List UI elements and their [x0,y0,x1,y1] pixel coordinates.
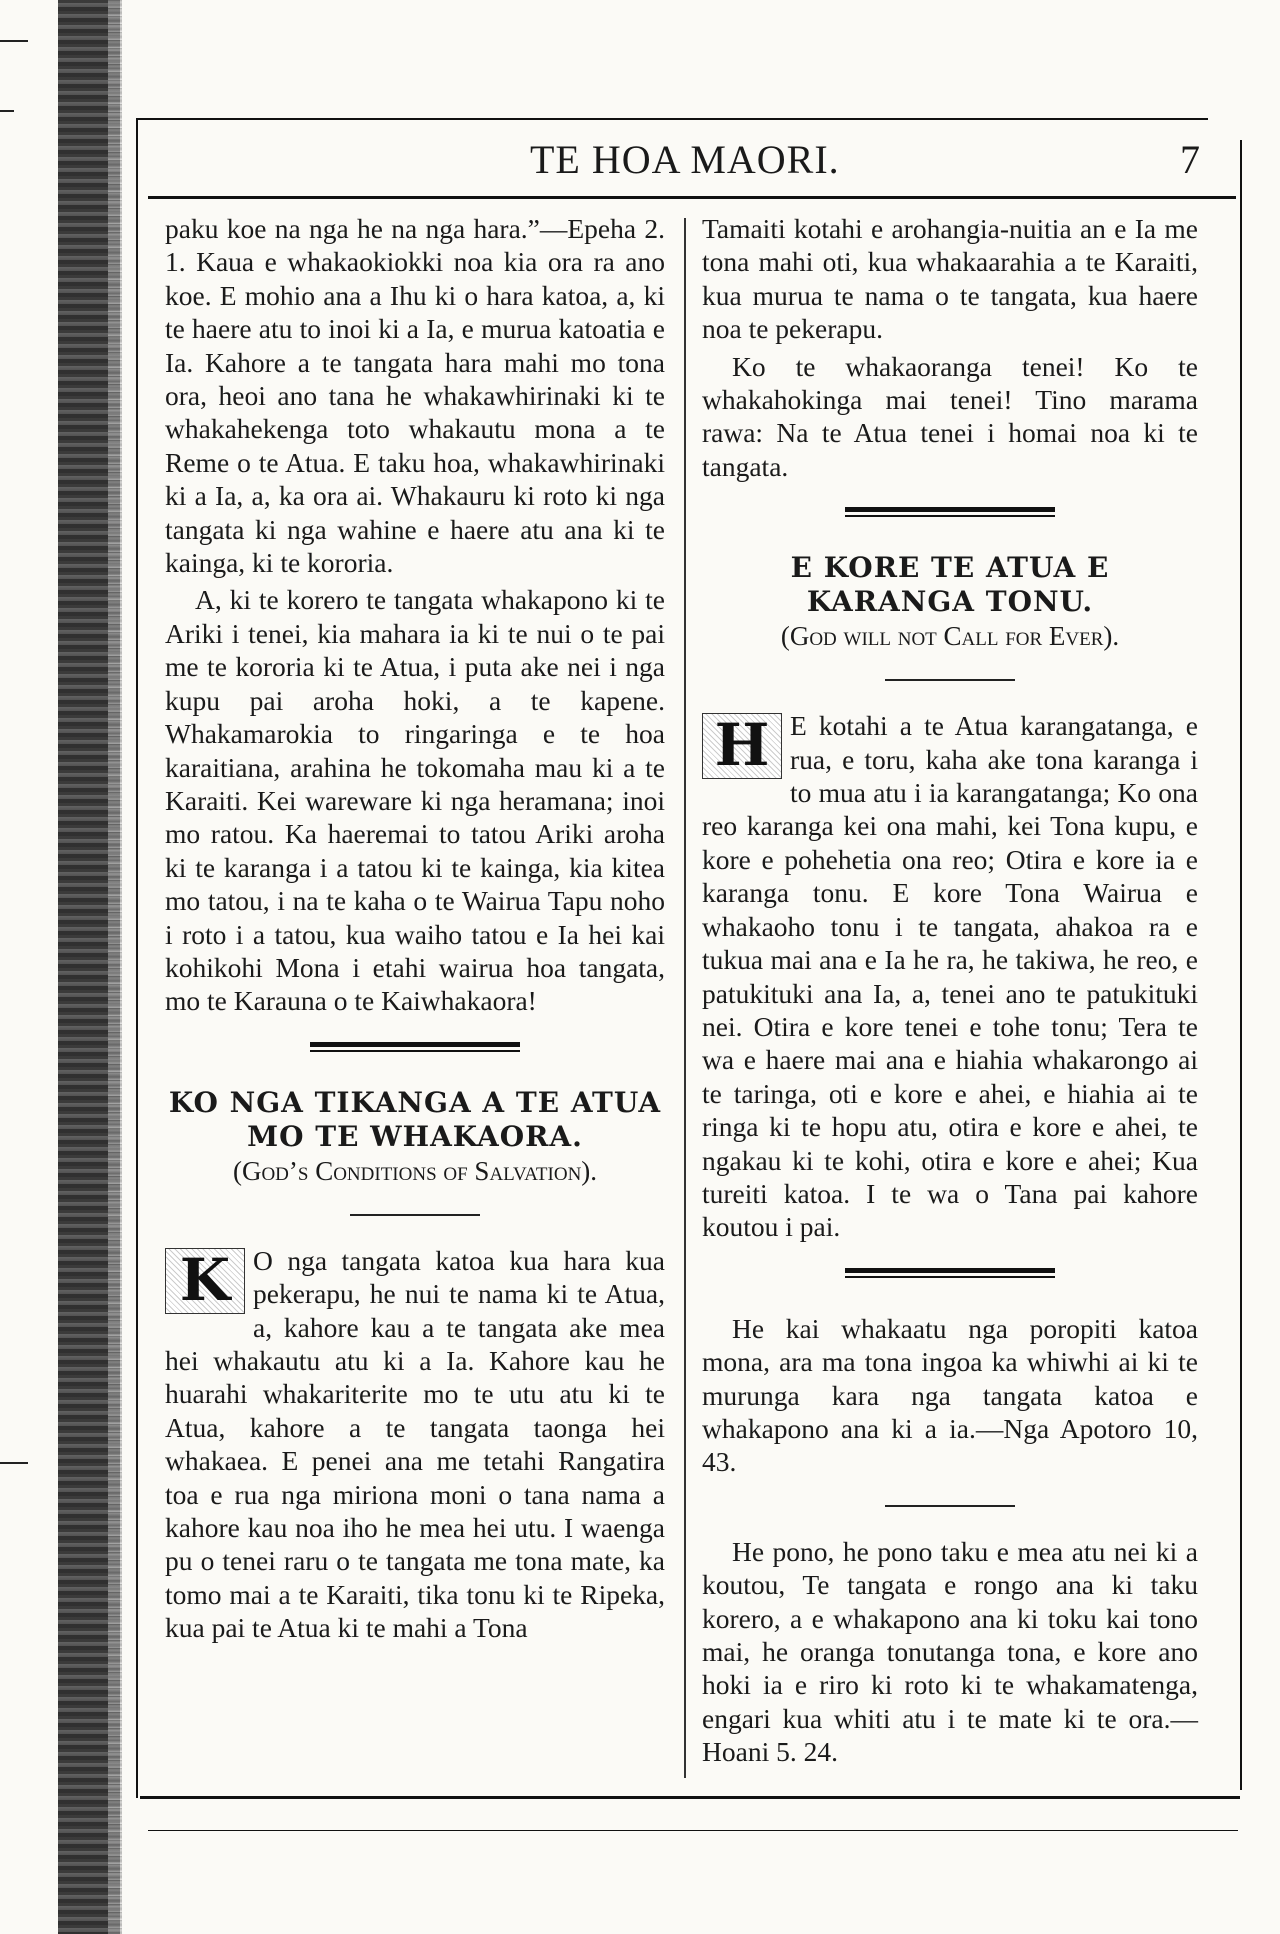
page-header [150,136,1210,184]
frame-top-rule [138,118,1208,120]
margin-mark-top [0,40,28,42]
left-section-subtitle: (God’s Conditions of Salvation). [232,1155,598,1186]
section-divider [845,507,1055,517]
page-number: 7 [1180,137,1200,182]
column-separator [684,218,686,1778]
left-second-paragraph: A, ki te korero te tangata whakapono ki te Ariki i tenei, kia mahara ia ki te nui o te pai me te kororia ki te Atua, i puta ake nei i nga kupu pai aroha hoki, a te kapene. Whakamarokia to ringaringa e te hoa karaitiana, arahina he tokomaha mau ki a te Karaiti. Kei wareware ki nga heramana; inoi mo ratou. Ka haeremai to tatou Ariki aroha ki te karanga i a tatou ki te kainga, kia kitea mo tatou, i na te kaha o te Wairua Tapu noho i roto i a tatou, kua waiho tatou e Ia hei kai kohikohi Mona i etahi wairua hoa tangata, mo te Karauna o te Kaiwhakaora! [165,584,665,1017]
frame-right-rule [1240,140,1242,1790]
right-section-subtitle: (God will not Call for Ever). [780,621,1120,652]
quote-divider-small [885,1505,1015,1507]
left-section-paragraph [165,1244,665,1645]
dropcap-h: H [702,713,782,779]
footer-rule-thin [148,1830,1238,1831]
margin-mark-mid [0,110,14,112]
page-binding-edge [108,0,122,1934]
dropcap-k: K [165,1248,245,1314]
left-section-text: O nga tangata katoa kua hara kua pekerapu, he nui te nama ki te Atua, a, kahore kau a te tangata ake mea hei whakautu atu ki a Ia. Kahore kau he huarahi whakariterite mo te utu atu ki te Atua, kahore a te tangata taonga hei whakaea. E penei ana me tetahi Rangatira toa e rua nga miriona moni o tana nama a kahore kau noa iho he mea hei utu. I waenga pu o tenei raru o te tangata me tona mate, ka tomo mai a te Karaiti, tika tonu ki te Ripeka, kua pai te Atua ki te mahi a Tona [165,1244,665,1644]
right-section-paragraph [702,709,1198,1244]
left-intro-paragraph: paku koe na nga he na nga hara.”—Epeha 2. 1. Kaua e whakaokiokki noa kia ora ra ano koe. E mohio ana a Ihu ki o hara katoa, a, ki te haere atu to inoi ki a Ia, e murua katoatia e Ia. Kahore a te tangata hara mahi mo tona ora, heoi ano tana he whakawhirinaki ki te whakahekenga toto whakautu mona a te Reme o te Atua. E taku hoa, whakawhirinaki ki a Ia, a, ka ora ai. Whakauru ki roto ki nga tangata ki nga wahine e haere atu ana ki te kainga, ki te kororia. [165,213,665,579]
right-section-text: E kotahi a te Atua karangatanga, e rua, e toru, kaha ake tona karanga i to mua atu i ia karangatanga; Ko ona reo karanga kei ona mahi, kei Tona kupu, e kore e pohehetia ona reo; Otira e kore ia e karanga tonu. E kore Tona Wairua e whakaoho tonu i te tangata, ahakoa ra e tukua mai ana e Ia he ra, he takiwa, he reo, e patukituki ana Ia, a, tenei ano te patukituki nei. Otira e kore tenei e tohe tonu; Tera te wa e haere mai ana e hiahia whakarongo ai te taringa, oti e kore e ahei, e hiahia ai te ringa ki te hopu atu, otira e kore e ahei, te ngakau ki te kohi, otira e kore e ahei; Kua tureiti katoa. I te wa o Tana pai kahore koutou i pai. [702,710,1198,1243]
footer-rule [140,1796,1240,1799]
right-section-title: E KORE TE ATUA E KARANGA TONU. [790,551,1110,619]
quote-divider [845,1268,1055,1278]
right-intro-paragraph: Tamaiti kotahi e arohangia-nuitia an e Ia me tona mahi oti, kua whakaarahia a te Karaiti, kua murua te nama o te tangata, kua haere noa te pekerapu. [702,213,1198,345]
left-column [165,212,665,1645]
scripture-quote-john: He pono, he pono taku e mea atu nei ki a koutou, Te tangata e rongo ana ki taku korero, a e whakapono ana ki toku kai tono mai, he oranga tonutanga tona, e kore ano hoki ia e riro ki roto ki te whakamatenga, engari kua whiti atu i te mate ki te ora.—Hoani 5. 24. [702,1535,1198,1768]
margin-mark-bottom [0,1462,28,1464]
subheading-divider [885,679,1015,681]
right-second-paragraph: Ko te whakaoranga tenei! Ko te whakahokinga mai tenei! Tino marama rawa: Na te Atua tenei i homai noa ki te tangata. [702,350,1198,482]
scripture-quote-acts: He kai whakaatu nga poropiti katoa mona, ara ma tona ingoa ka whiwhi ai ki te murunga kara nga tangata katoa e whakapono ana ki a ia.—Nga Apotoro 10, 43. [702,1312,1198,1478]
left-section-title: KO NGA TIKANGA A TE ATUA MO TE WHAKAORA. [168,1085,662,1153]
right-column [702,212,1198,1769]
header-rule [148,196,1236,199]
running-title: TE HOA MAORI. [530,137,840,182]
section-divider [310,1042,520,1052]
subheading-divider [350,1214,480,1216]
frame-left-rule [136,118,138,1798]
